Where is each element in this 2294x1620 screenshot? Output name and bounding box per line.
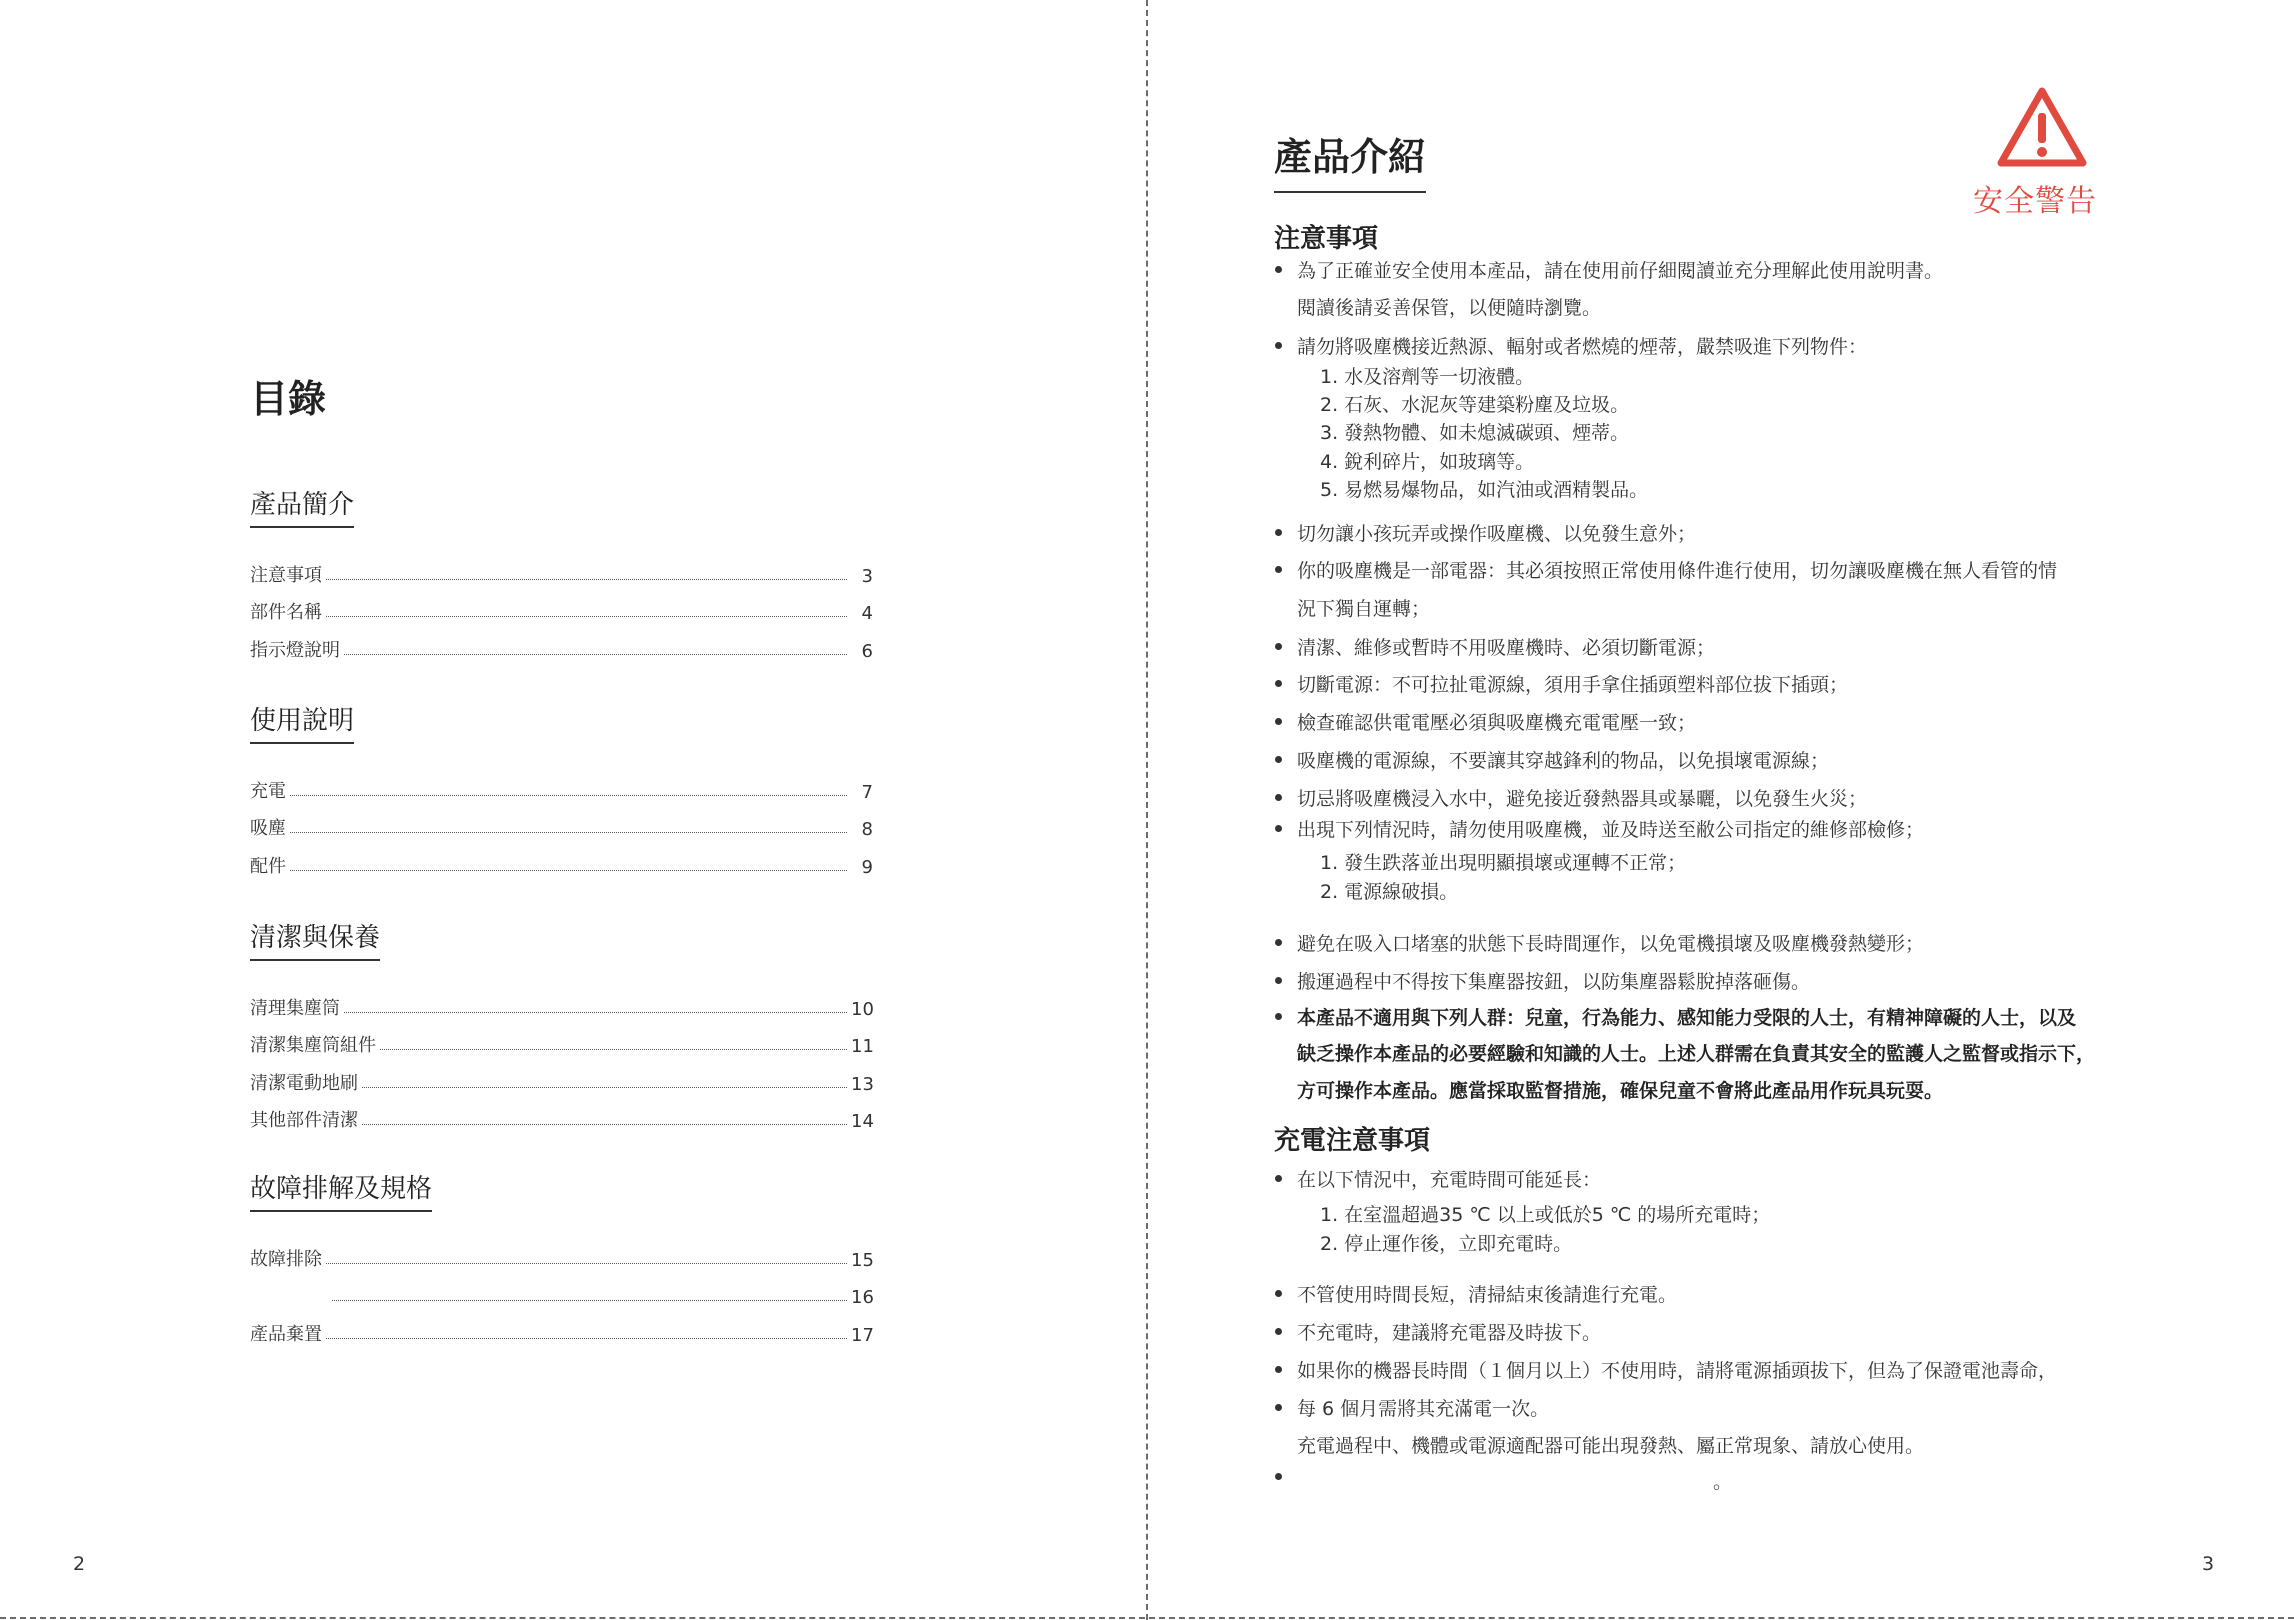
toc-entry-label: 清理集塵筒	[250, 997, 340, 1019]
toc-leader	[326, 1263, 847, 1264]
toc-entry-label: 注意事項	[250, 564, 322, 586]
toc-entry-label: 產品棄置	[250, 1323, 322, 1345]
precaution-item: 出現下列情況時，請勿使用吸塵機，並及時送至敝公司指定的維修部檢修；	[1297, 815, 1924, 842]
page-number-right: 3	[2202, 1553, 2215, 1575]
toc-entry[interactable]	[250, 982, 873, 1020]
toc-heading: 清潔與保養	[250, 917, 380, 961]
precaution-item: 清潔、維修或暫時不用吸塵機時、必須切斷電源；	[1297, 633, 1715, 660]
intro-title: 產品介紹	[1274, 126, 1426, 193]
toc-leader	[344, 654, 847, 655]
toc-leader	[290, 832, 847, 833]
warning-label: 安全警告	[1973, 184, 2097, 219]
precaution-item: 檢查確認供電電壓必須與吸塵機充電電壓一致；	[1297, 708, 1696, 735]
toc-entry-label: 故障排除	[250, 1248, 322, 1270]
trailing-period: 。	[1713, 1471, 1733, 1493]
precautions-heading: 注意事項	[1274, 224, 1379, 254]
toc-leader	[332, 1300, 847, 1301]
precaution-subitem: 5. 易燃易爆物品，如汽油或酒精製品。	[1320, 479, 1649, 501]
precaution-item-continued: 況下獨自運轉；	[1297, 598, 1431, 620]
charging-item: 如果你的機器長時間（１個月以上）不使用時，請將電源插頭拔下，但為了保證電池壽命，	[1297, 1356, 2057, 1383]
bottom-cut-line	[0, 1617, 2294, 1619]
charging-subitem: 1. 在室溫超過35 ℃ 以上或低於5 ℃ 的場所充電時；	[1320, 1204, 1771, 1226]
toc-leader	[362, 1124, 847, 1125]
precaution-subitem: 1. 發生跌落並出現明顯損壞或運轉不正常；	[1320, 852, 1687, 874]
toc-entry-page: 10	[851, 998, 874, 1020]
toc-entry[interactable]	[250, 1057, 873, 1095]
precaution-item-bold-continued: 方可操作本產品。應當採取監督措施，確保兒童不會將此產品用作玩具玩耍。	[1297, 1080, 1944, 1102]
precaution-item-bold: 本產品不適用與下列人群：兒童，行為能力、感知能力受限的人士，有精神障礙的人士，以及	[1297, 1003, 2076, 1030]
precaution-subitem: 1. 水及溶劑等一切液體。	[1320, 366, 1535, 388]
bullet-dot	[1275, 1473, 1282, 1480]
toc-title: 目錄	[250, 377, 327, 421]
toc-entry[interactable]	[250, 803, 873, 841]
toc-entry[interactable]	[250, 587, 873, 625]
toc-entry-page: 8	[861, 819, 873, 840]
toc-entry-page: 17	[851, 1324, 874, 1346]
precaution-item: 吸塵機的電源線，不要讓其穿越鋒利的物品，以免損壞電源線；	[1297, 746, 1829, 773]
toc-entry-page: 16	[851, 1287, 874, 1308]
precaution-item-bold-continued: 缺乏操作本產品的必要經驗和知識的人士。上述人群需在負責其安全的監護人之監督或指示下，	[1297, 1043, 2096, 1065]
toc-entry-page: 11	[851, 1036, 874, 1057]
toc-entry-page: 14	[851, 1111, 874, 1132]
toc-entry-label: 其他部件清潔	[250, 1110, 358, 1131]
toc-heading: 故障排解及規格	[250, 1168, 432, 1212]
toc-entry-label: 清潔集塵筒組件	[250, 1035, 376, 1056]
toc-entry[interactable]	[250, 765, 873, 803]
toc-leader	[362, 1087, 847, 1088]
page-divider	[1146, 0, 1148, 1620]
toc-leader	[326, 579, 847, 580]
toc-entry-page: 6	[861, 640, 873, 662]
charging-item: 在以下情況中，充電時間可能延長：	[1297, 1165, 1601, 1192]
charging-item: 每 6 個月需將其充滿電一次。	[1297, 1394, 1549, 1421]
toc-entry-page: 15	[851, 1249, 874, 1271]
precaution-item: 切斷電源：不可拉扯電源線，須用手拿住插頭塑料部位拔下插頭；	[1297, 670, 1848, 697]
precaution-subitem: 2. 電源線破損。	[1320, 881, 1459, 903]
charging-heading: 充電注意事項	[1274, 1126, 1431, 1156]
precaution-item: 切勿讓小孩玩弄或操作吸塵機、以免發生意外；	[1297, 519, 1696, 546]
toc-entry[interactable]	[250, 1308, 873, 1346]
toc-entry[interactable]	[250, 1020, 873, 1058]
charging-item: 不管使用時間長短，清掃結束後請進行充電。	[1297, 1280, 1677, 1307]
toc-entry[interactable]	[250, 840, 873, 878]
toc-entry-page: 4	[861, 603, 873, 624]
toc-entry-label: 部件名稱	[250, 602, 322, 623]
toc-entry-page: 9	[861, 856, 873, 878]
toc-entry-label: 配件	[250, 855, 286, 877]
toc-heading: 產品簡介	[250, 484, 354, 528]
toc-section-product-intro	[250, 484, 873, 662]
precaution-item: 請勿將吸塵機接近熱源、輻射或者燃燒的煙蒂，嚴禁吸進下列物件：	[1297, 332, 1867, 359]
toc-entry-page: 3	[861, 565, 873, 587]
toc-entry-label: 清潔電動地刷	[250, 1072, 358, 1094]
toc-leader	[290, 870, 847, 871]
toc-heading: 使用說明	[250, 700, 354, 744]
precaution-subitem: 4. 銳利碎片，如玻璃等。	[1320, 451, 1535, 473]
page-number-left: 2	[73, 1553, 86, 1575]
precaution-subitem: 3. 發熱物體、如未熄滅碳頭、煙蒂。	[1320, 422, 1630, 444]
toc-entry-label: 充電	[250, 780, 286, 802]
toc-entry-page: 13	[851, 1073, 874, 1095]
toc-section-troubleshooting	[250, 1168, 873, 1346]
left-page	[0, 0, 1146, 1620]
charging-subitem: 2. 停止運作後，立即充電時。	[1320, 1233, 1573, 1255]
toc-entry-page: 7	[861, 781, 873, 803]
toc-entry[interactable]	[250, 549, 873, 587]
toc-section-cleaning	[250, 917, 873, 1132]
warning-triangle-icon	[1997, 86, 2087, 168]
toc-entry[interactable]	[250, 1095, 873, 1133]
precaution-item: 切忌將吸塵機浸入水中，避免接近發熱器具或暴曬，以免發生火災；	[1297, 784, 1867, 811]
precaution-subitem: 2. 石灰、水泥灰等建築粉塵及垃圾。	[1320, 394, 1630, 416]
toc-leader	[326, 616, 847, 617]
charging-item: 不充電時，建議將充電器及時拔下。	[1297, 1318, 1601, 1345]
precaution-item: 你的吸塵機是一部電器：其必須按照正常使用條件進行使用，切勿讓吸塵機在無人看管的情	[1297, 556, 2057, 583]
precaution-item-continued: 閱讀後請妥善保管，以便隨時瀏覽。	[1297, 297, 1602, 319]
charging-item-continued: 充電過程中、機體或電源適配器可能出現發熱、屬正常現象、請放心使用。	[1297, 1435, 1925, 1457]
toc-section-usage	[250, 700, 873, 878]
toc-entry-label: 指示燈說明	[250, 639, 340, 661]
toc-entry-label: 吸塵	[250, 818, 286, 839]
toc-entry[interactable]	[250, 1233, 873, 1271]
toc-entry[interactable]	[250, 624, 873, 662]
toc-leader	[344, 1012, 847, 1013]
precaution-item: 搬運過程中不得按下集塵器按鈕，以防集塵器鬆脫掉落砸傷。	[1297, 967, 1810, 994]
toc-leader	[326, 1338, 847, 1339]
toc-leader	[290, 795, 847, 796]
precaution-item: 為了正確並安全使用本產品，請在使用前仔細閱讀並充分理解此使用說明書。	[1297, 256, 1943, 283]
toc-entry[interactable]	[250, 1271, 873, 1309]
precaution-item: 避免在吸入口堵塞的狀態下長時間運作，以免電機損壞及吸塵機發熱變形；	[1297, 929, 1924, 956]
toc-leader	[380, 1049, 847, 1050]
